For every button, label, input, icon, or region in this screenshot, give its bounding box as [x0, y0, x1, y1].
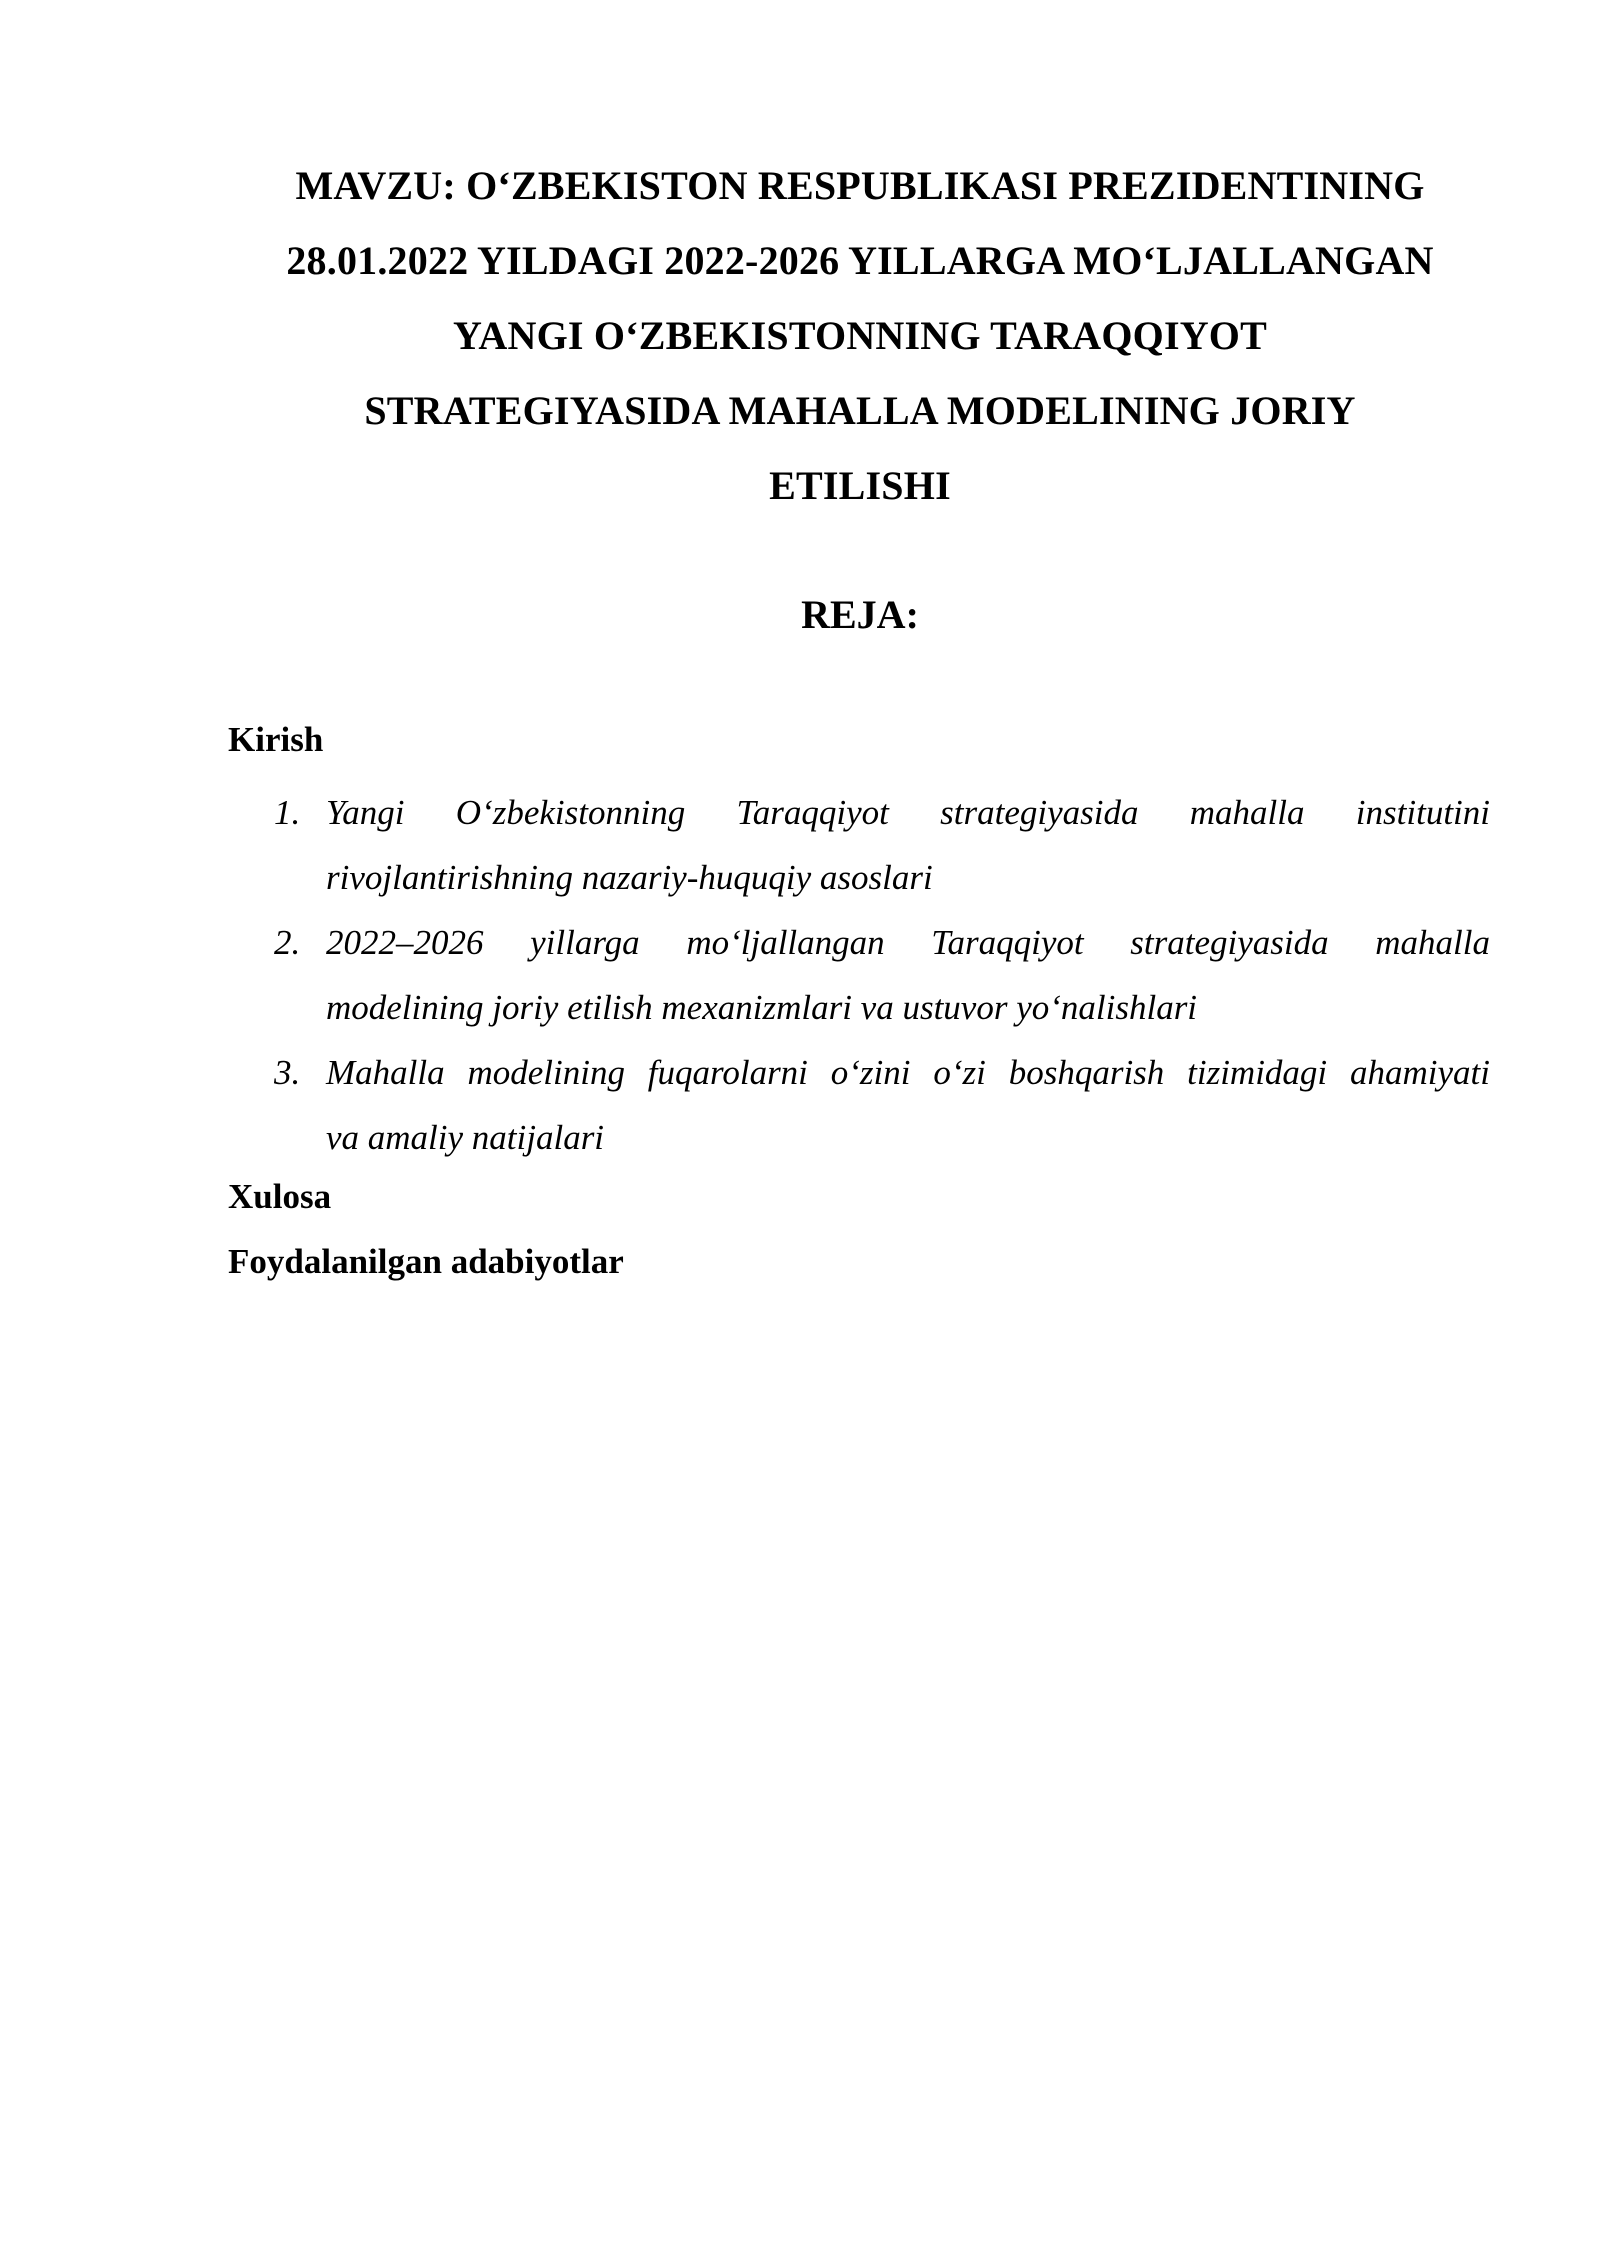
plan-item-1 — [274, 780, 1490, 910]
plan-item-line: va amaliy natijalari — [326, 1118, 605, 1157]
plan-item-number: 2. — [274, 923, 301, 962]
plan-item-number: 3. — [274, 1053, 301, 1092]
references-heading: Foydalanilgan adabiyotlar — [228, 1242, 624, 1281]
plan-item-line: Yangi O‘zbekistonning Taraqqiyot strategiyasida mahalla institutini — [326, 793, 1490, 832]
title-line: MAVZU: O‘ZBEKISTON RESPUBLIKASI PREZIDENTINING — [295, 163, 1425, 208]
title-line: ETILISHI — [769, 463, 951, 508]
title-line: YANGI O‘ZBEKISTONNING TARAQQIYOT — [453, 313, 1267, 358]
plan-list — [274, 780, 1490, 1170]
plan-heading: REJA: — [801, 592, 919, 637]
plan-item-2 — [274, 910, 1490, 1040]
plan-item-3 — [274, 1040, 1490, 1170]
plan-item-line: rivojlantirishning nazariy-huquqiy asoslari — [326, 858, 933, 897]
title-line: 28.01.2022 YILDAGI 2022-2026 YILLARGA MO‘LJALLANGAN — [286, 238, 1434, 283]
title-line: STRATEGIYASIDA MAHALLA MODELINING JORIY — [364, 388, 1356, 433]
intro-heading: Kirish — [228, 720, 324, 759]
document-title — [230, 148, 1490, 523]
plan-item-line: modelining joriy etilish mexanizmlari va ustuvor yo‘nalishlari — [326, 988, 1198, 1027]
plan-item-line: Mahalla modelining fuqarolarni o‘zini o‘zi boshqarish tizimidagi ahamiyati — [326, 1053, 1490, 1092]
plan-item-line: 2022–2026 yillarga mo‘ljallangan Taraqqiyot strategiyasida mahalla — [326, 923, 1490, 962]
conclusion-heading: Xulosa — [228, 1177, 332, 1216]
plan-item-number: 1. — [274, 793, 301, 832]
